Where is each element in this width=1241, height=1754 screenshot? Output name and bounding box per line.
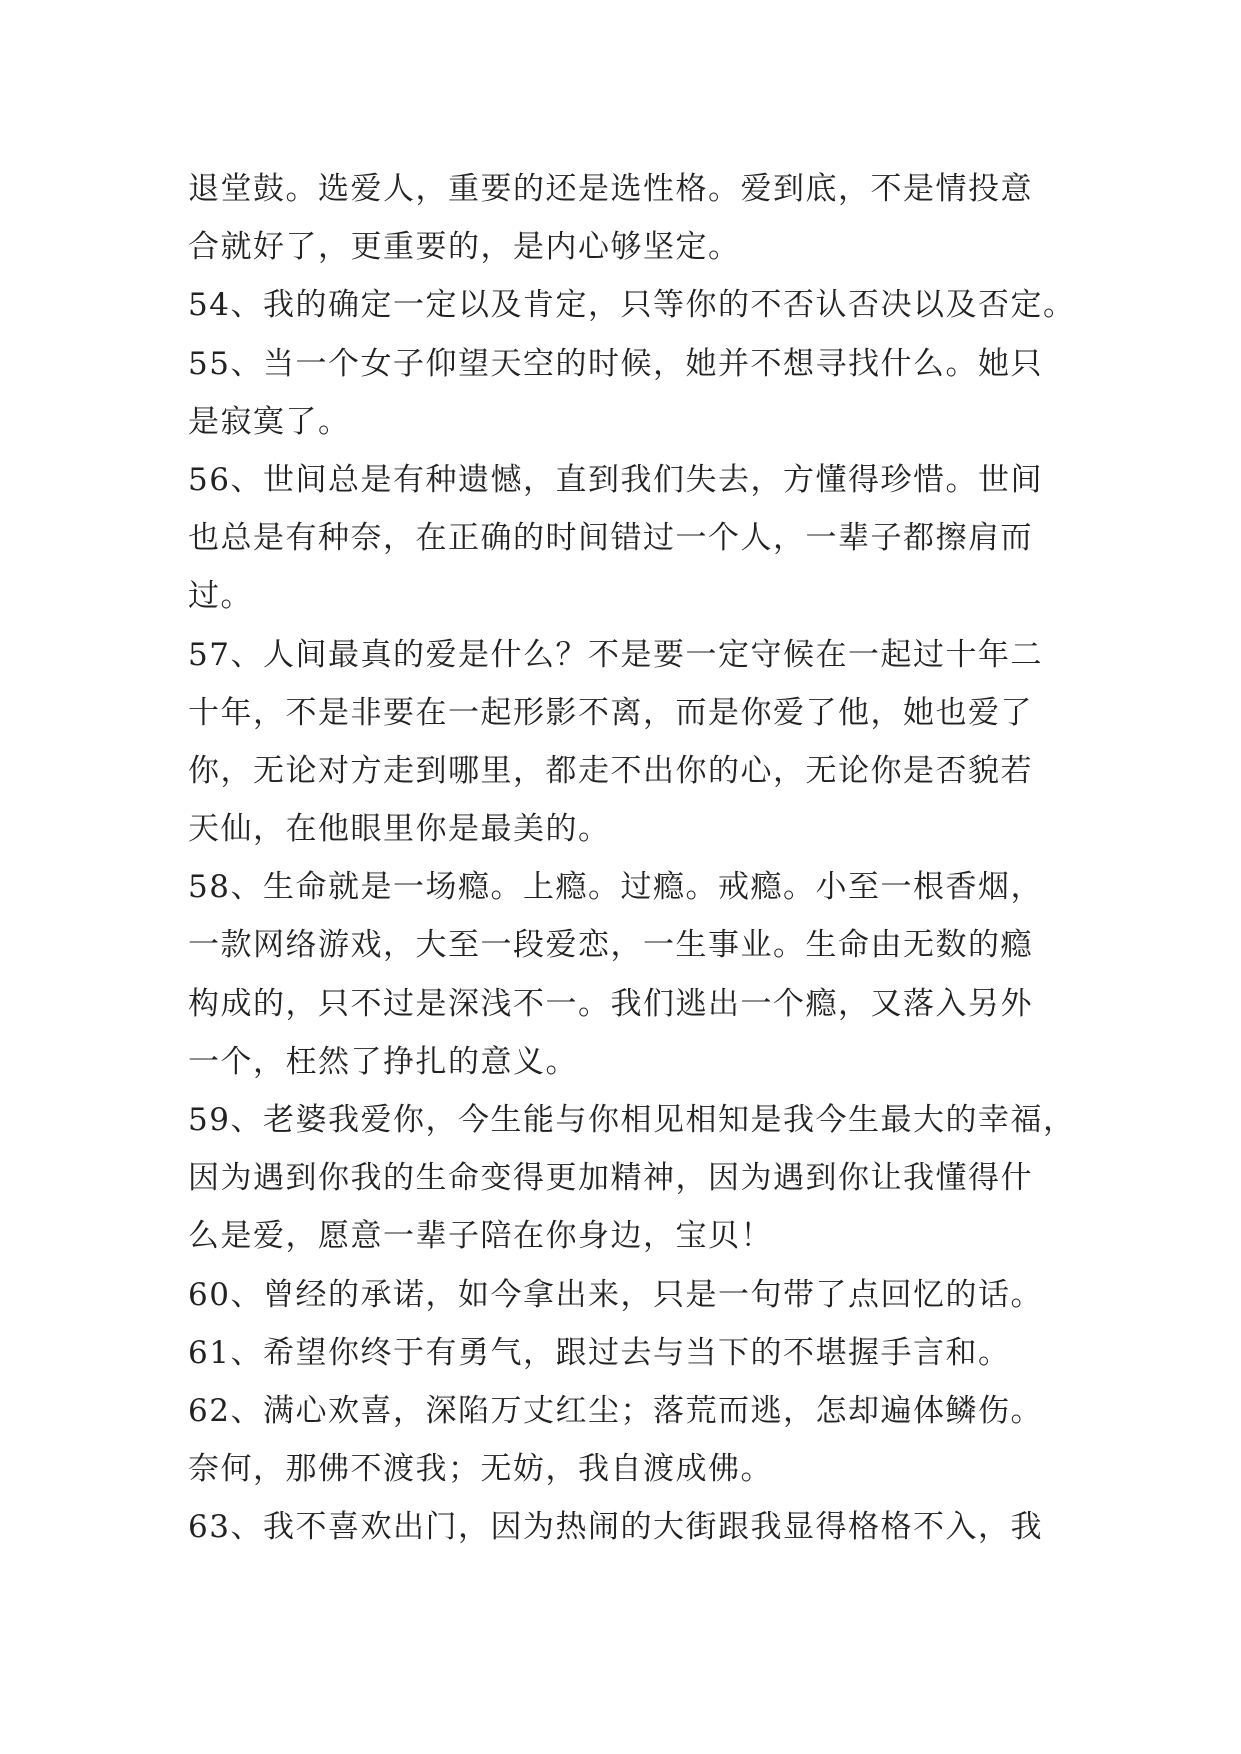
text-line: 你，无论对方走到哪里，都走不出你的心，无论你是否貌若 [188,752,1033,789]
text-line: 63、我不喜欢出门，因为热闹的大街跟我显得格格不入，我 [188,1509,1043,1546]
text-line: 一个，枉然了挣扎的意义。 [188,1043,578,1080]
text-line: 奈何，那佛不渡我；无妨，我自渡成佛。 [188,1451,773,1488]
text-line: 合就好了，更重要的，是内心够坚定。 [188,229,741,266]
text-line: 54、我的确定一定以及肯定，只等你的不否认否决以及否定。 [188,287,1076,324]
text-line: 60、曾经的承诺，如今拿出来，只是一句带了点回忆的话。 [188,1276,1043,1313]
text-line: 是寂寞了。 [188,403,351,440]
text-line: 也总是有种奈，在正确的时间错过一个人，一辈子都擦肩而 [188,520,1033,557]
text-line: 因为遇到你我的生命变得更加精神，因为遇到你让我懂得什 [188,1160,1033,1197]
text-line: 过。 [188,578,253,615]
text-line: 天仙，在他眼里你是最美的。 [188,811,611,848]
text-line: 构成的，只不过是深浅不一。我们逃出一个瘾，又落入另外 [188,985,1033,1022]
text-line: 62、满心欢喜，深陷万丈红尘；落荒而逃，怎却遍体鳞伤。 [188,1392,1043,1429]
text-line: 61、希望你终于有勇气，跟过去与当下的不堪握手言和。 [188,1334,1011,1371]
text-line: 57、人间最真的爱是什么？不是要一定守候在一起过十年二 [188,636,1043,673]
text-line: 十年，不是非要在一起形影不离，而是你爱了他，她也爱了 [188,694,1033,731]
body-text [188,160,1076,1557]
text-line: 59、老婆我爱你，今生能与你相见相知是我今生最大的幸福， [188,1102,1076,1138]
text-line: 退堂鼓。选爱人，重要的还是选性格。爱到底，不是情投意 [188,171,1033,207]
text-line: 一款网络游戏，大至一段爱恋，一生事业。生命由无数的瘾 [188,927,1033,964]
text-line: 56、世间总是有种遗憾，直到我们失去，方懂得珍惜。世间 [188,461,1043,498]
text-line: 55、当一个女子仰望天空的时候，她并不想寻找什么。她只 [188,345,1043,382]
text-line: 58、生命就是一场瘾。上瘾。过瘾。戒瘾。小至一根香烟， [188,869,1043,906]
text-line: 么是爱，愿意一辈子陪在你身边，宝贝！ [188,1218,773,1255]
